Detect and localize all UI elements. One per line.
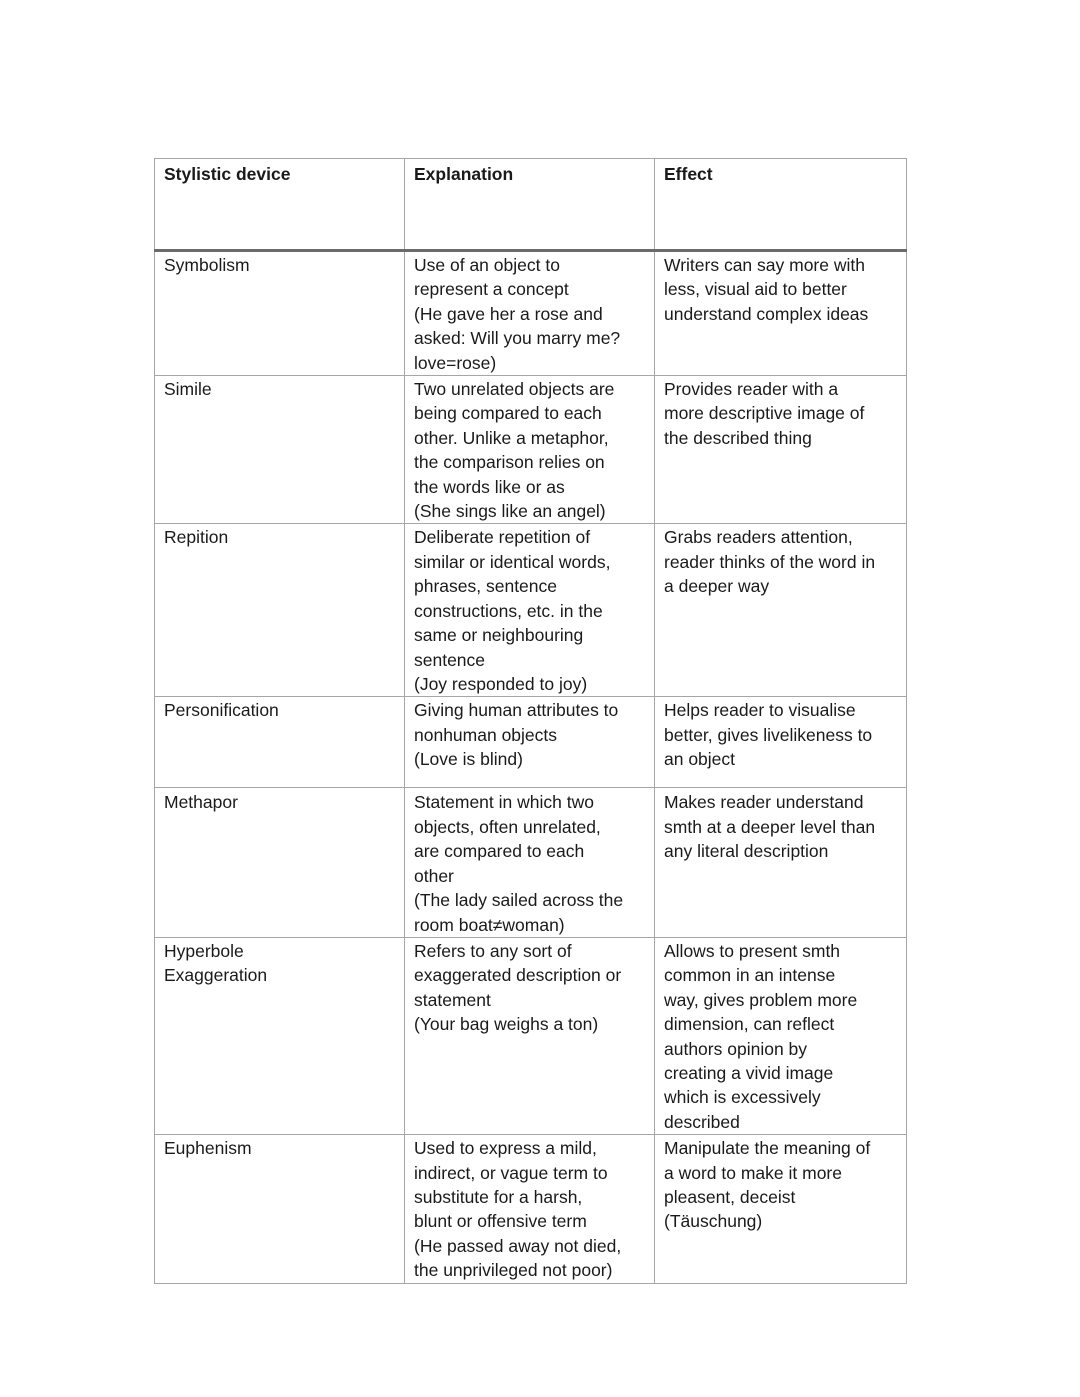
header-stylistic-device: Stylistic device	[155, 159, 405, 251]
explanation-cell: Use of an object to represent a concept (He gave her a rose and asked: Will you marry me? love=rose)	[405, 251, 655, 376]
effect-cell: Provides reader with a more descriptive image of the described thing	[655, 376, 907, 524]
effect-cell: Writers can say more with less, visual aid to better understand complex ideas	[655, 251, 907, 376]
header-effect: Effect	[655, 159, 907, 251]
device-cell: Methapor	[155, 788, 405, 937]
header-explanation: Explanation	[405, 159, 655, 251]
table-row	[155, 524, 907, 697]
effect-cell: Helps reader to visualise better, gives livelikeness to an object	[655, 697, 907, 788]
table-row	[155, 251, 907, 376]
effect-cell: Allows to present smth common in an intense way, gives problem more dimension, can reflect authors opinion by creating a vivid image which is excessively described	[655, 937, 907, 1134]
table-row	[155, 937, 907, 1134]
table-row	[155, 788, 907, 937]
explanation-cell: Refers to any sort of exaggerated description or statement (Your bag weighs a ton)	[405, 937, 655, 1134]
effect-cell: Manipulate the meaning of a word to make it more pleasent, deceist (Täuschung)	[655, 1135, 907, 1283]
device-cell: Personification	[155, 697, 405, 788]
device-cell: Repition	[155, 524, 405, 697]
table-row	[155, 376, 907, 524]
stylistic-devices-table	[154, 158, 907, 1284]
explanation-cell: Two unrelated objects are being compared to each other. Unlike a metaphor, the comparison relies on the words like or as (She sings like an angel)	[405, 376, 655, 524]
device-cell: Euphenism	[155, 1135, 405, 1283]
device-cell: Hyperbole Exaggeration	[155, 937, 405, 1134]
table-row	[155, 1135, 907, 1283]
explanation-cell: Giving human attributes to nonhuman objects (Love is blind)	[405, 697, 655, 788]
effect-cell: Grabs readers attention, reader thinks of the word in a deeper way	[655, 524, 907, 697]
device-cell: Simile	[155, 376, 405, 524]
explanation-cell: Used to express a mild, indirect, or vague term to substitute for a harsh, blunt or offensive term (He passed away not died, the unprivileged not poor)	[405, 1135, 655, 1283]
effect-cell: Makes reader understand smth at a deeper level than any literal description	[655, 788, 907, 937]
table-row	[155, 697, 907, 788]
device-cell: Symbolism	[155, 251, 405, 376]
explanation-cell: Deliberate repetition of similar or identical words, phrases, sentence constructions, etc. in the same or neighbouring sentence (Joy responded to joy)	[405, 524, 655, 697]
table-header-row	[155, 159, 907, 251]
explanation-cell: Statement in which two objects, often unrelated, are compared to each other (The lady sailed across the room boat≠woman)	[405, 788, 655, 937]
